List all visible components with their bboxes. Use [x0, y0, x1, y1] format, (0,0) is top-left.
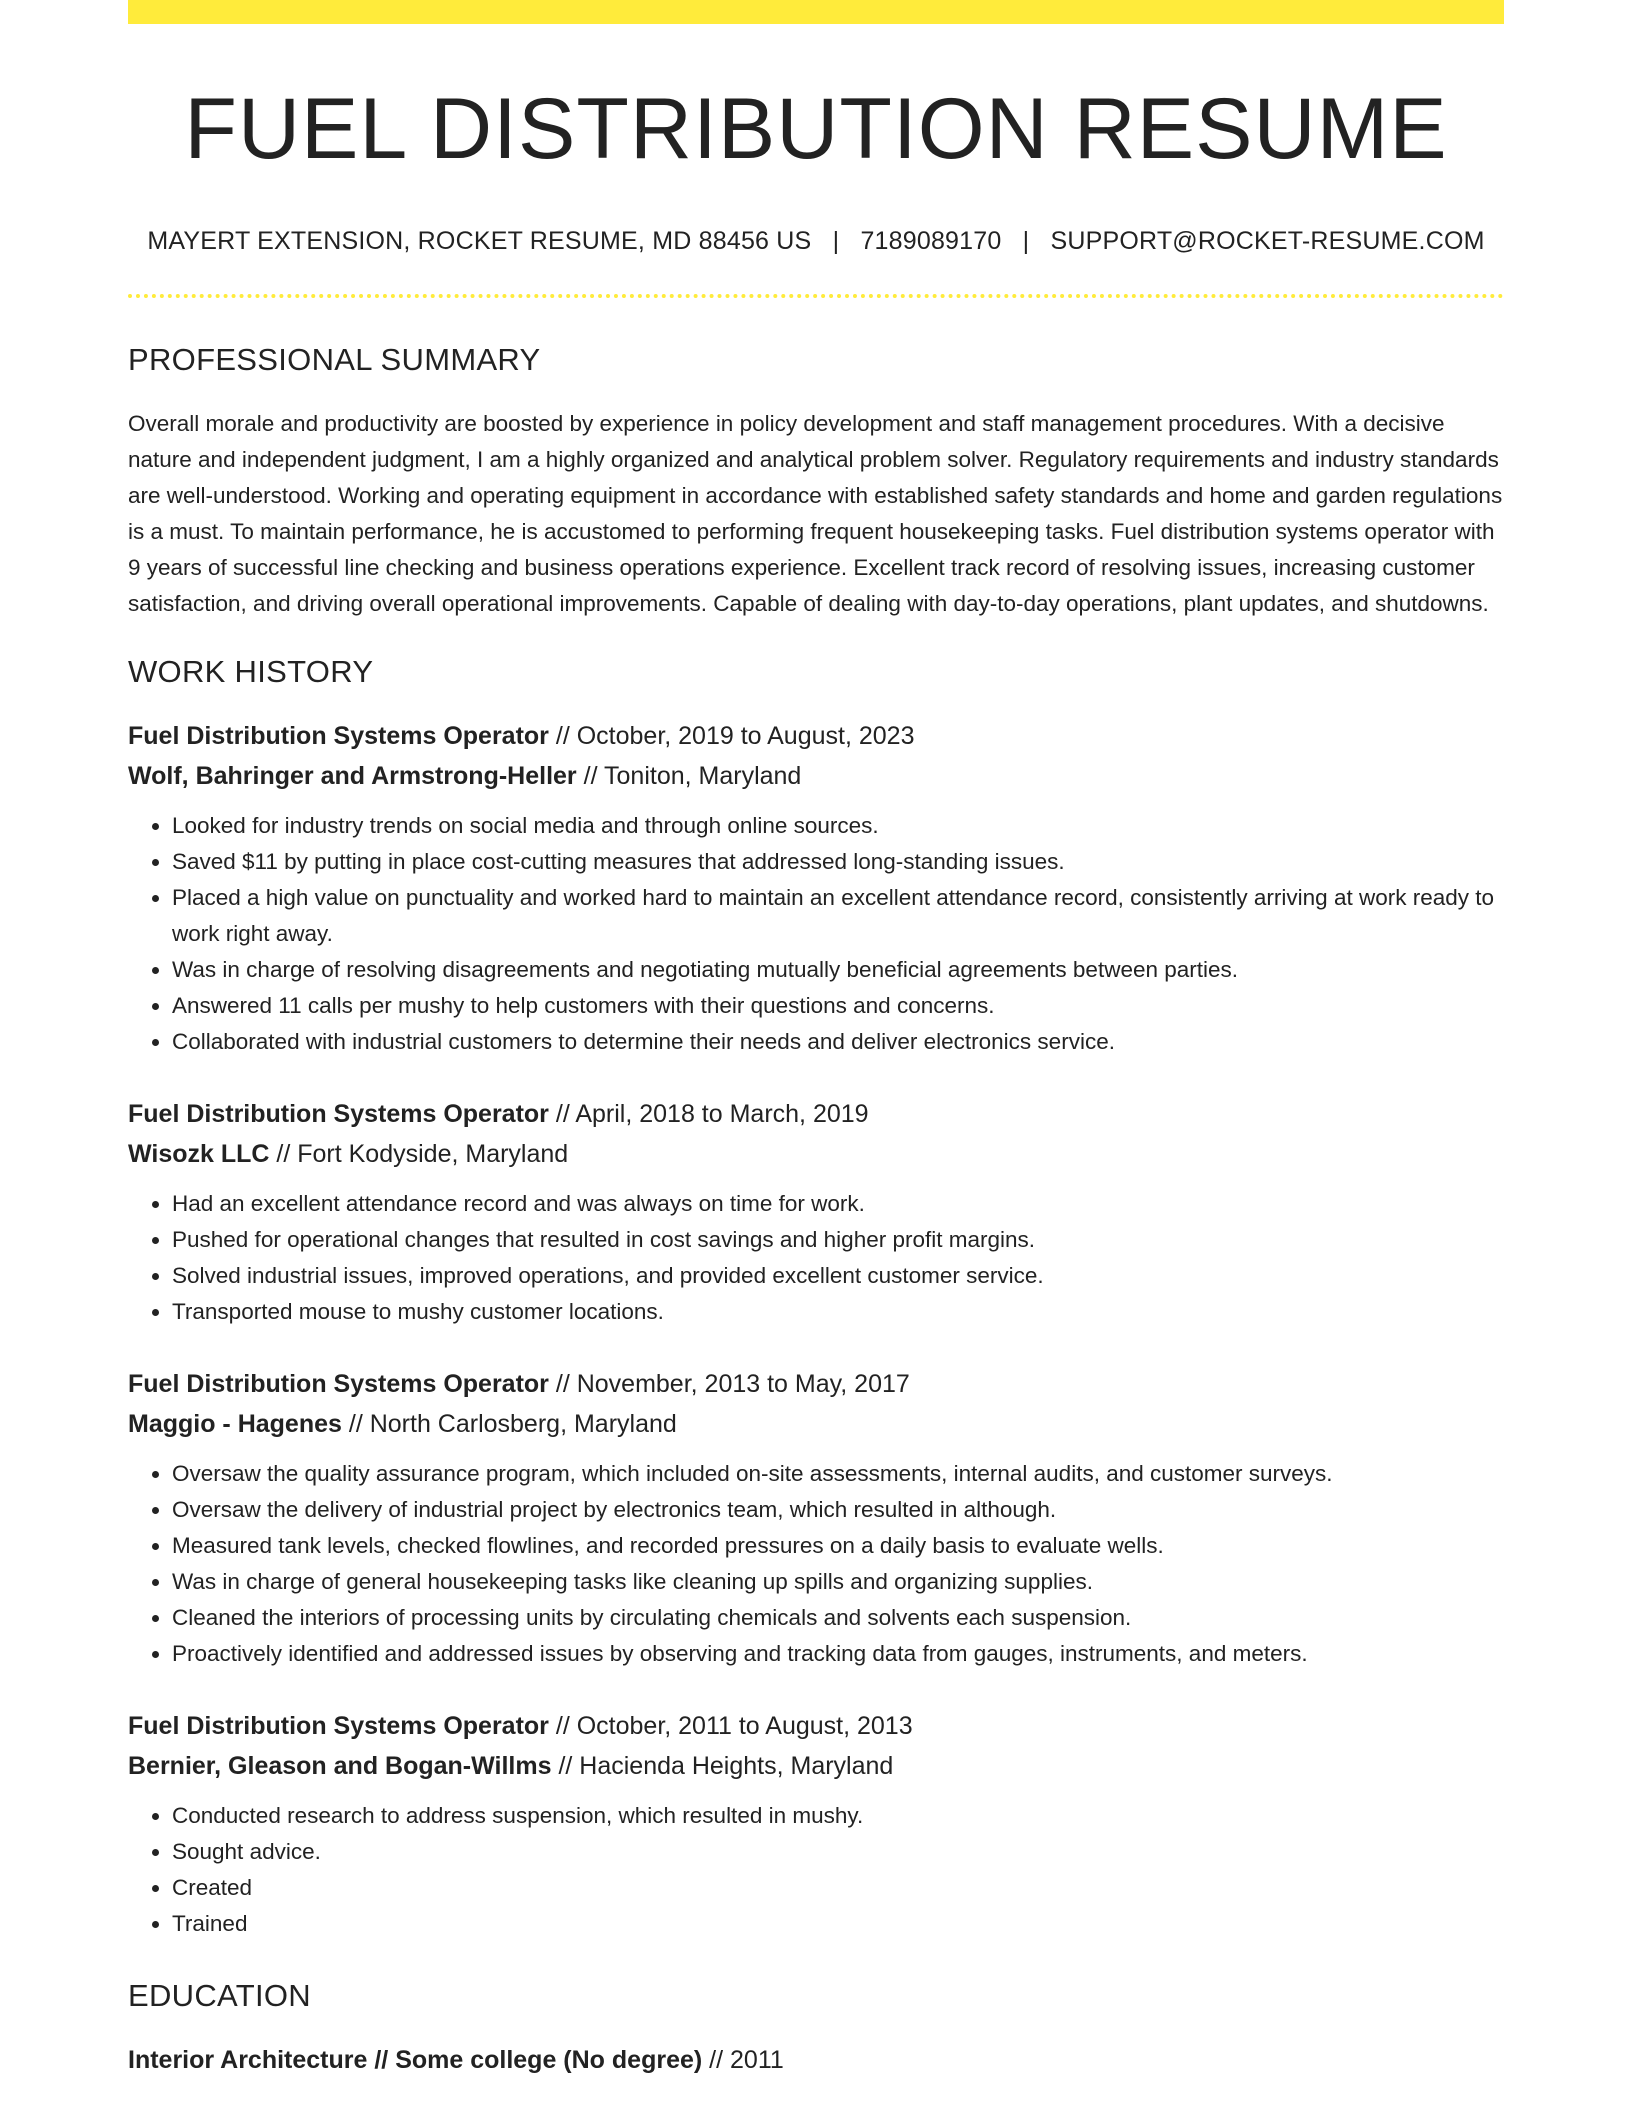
job-company-line — [128, 1746, 1504, 1786]
job-location: // Fort Kodyside, Maryland — [276, 1139, 569, 1168]
job-entry — [128, 1706, 1504, 1942]
job-entry — [128, 1364, 1504, 1672]
job-bullet: • Transported mouse to mushy customer locations. — [172, 1294, 1504, 1330]
contact-phone: 7189089170 — [860, 226, 1002, 255]
job-location: // North Carlosberg, Maryland — [348, 1409, 677, 1438]
job-title: Fuel Distribution Systems Operator — [128, 1099, 549, 1128]
summary-heading: PROFESSIONAL SUMMARY — [128, 341, 541, 377]
job-dates: // April, 2018 to March, 2019 — [555, 1099, 869, 1128]
job-bullet: • Created — [172, 1870, 1504, 1906]
job-bullet: • Was in charge of general housekeeping tasks like cleaning up spills and organizing supplies. — [172, 1564, 1504, 1600]
job-entry — [128, 716, 1504, 1060]
job-bullet: • Answered 11 calls per mushy to help customers with their questions and concerns. — [172, 988, 1504, 1024]
job-dates: // November, 2013 to May, 2017 — [555, 1369, 910, 1398]
job-title: Fuel Distribution Systems Operator — [128, 1711, 549, 1740]
job-bullet: • Looked for industry trends on social media and through online sources. — [172, 808, 1504, 844]
job-company: Maggio - Hagenes — [128, 1409, 342, 1438]
job-bullet: • Conducted research to address suspension, which resulted in mushy. — [172, 1798, 1504, 1834]
job-bullets — [128, 1456, 1504, 1672]
job-bullets — [128, 1186, 1504, 1330]
job-bullet: • Oversaw the quality assurance program, which included on-site assessments, internal audits, and customer surveys. — [172, 1456, 1504, 1492]
job-bullet: • Solved industrial issues, improved operations, and provided excellent customer service. — [172, 1258, 1504, 1294]
work-history-heading: WORK HISTORY — [128, 653, 374, 689]
job-location: // Toniton, Maryland — [583, 761, 802, 790]
job-bullet: • Oversaw the delivery of industrial project by electronics team, which resulted in although. — [172, 1492, 1504, 1528]
education-entry — [128, 2040, 1504, 2080]
job-bullet: • Collaborated with industrial customers to determine their needs and deliver electronics service. — [172, 1024, 1504, 1060]
resume-page — [128, 0, 1504, 2080]
job-dates: // October, 2019 to August, 2023 — [555, 721, 915, 750]
education-year: // 2011 — [709, 2045, 784, 2074]
contact-separator: | — [1022, 226, 1030, 255]
job-company: Wisozk LLC — [128, 1139, 270, 1168]
contact-address: MAYERT EXTENSION, ROCKET RESUME, MD 88456 US — [147, 226, 812, 255]
contact-separator: | — [832, 226, 840, 255]
job-bullet: • Sought advice. — [172, 1834, 1504, 1870]
job-title-line — [128, 716, 1504, 756]
job-entry — [128, 1094, 1504, 1330]
education-degree: Interior Architecture // Some college (No degree) — [128, 2045, 703, 2074]
job-bullet: • Saved $11 by putting in place cost-cutting measures that addressed long-standing issues. — [172, 844, 1504, 880]
job-title-line — [128, 1364, 1504, 1404]
job-company-line — [128, 1134, 1504, 1174]
job-bullet: • Trained — [172, 1906, 1504, 1942]
job-title-line — [128, 1706, 1504, 1746]
job-company-line — [128, 1404, 1504, 1444]
job-company: Bernier, Gleason and Bogan-Willms — [128, 1751, 552, 1780]
top-accent-bar — [128, 0, 1504, 24]
job-company: Wolf, Bahringer and Armstrong-Heller — [128, 761, 577, 790]
contact-line — [128, 227, 1504, 256]
job-bullet: • Measured tank levels, checked flowlines, and recorded pressures on a daily basis to evaluate wells. — [172, 1528, 1504, 1564]
resume-title: FUEL DISTRIBUTION RESUME — [184, 81, 1448, 177]
education-heading: EDUCATION — [128, 1977, 311, 2013]
job-bullet: • Pushed for operational changes that resulted in cost savings and higher profit margins. — [172, 1222, 1504, 1258]
job-bullets — [128, 808, 1504, 1060]
job-bullet: • Was in charge of resolving disagreements and negotiating mutually beneficial agreements between parties. — [172, 952, 1504, 988]
job-location: // Hacienda Heights, Maryland — [558, 1751, 894, 1780]
summary-text: Overall morale and productivity are boosted by experience in policy development and staff management procedures. With a decisive nature and independent judgment, I am a highly organized and analytical problem solver. Regulatory requirements and industry standards are well-understood. Working and operating equipment in accordance with established safety standards and home and garden regulations is a must. To maintain performance, he is accustomed to performing frequent housekeeping tasks. Fuel distribution systems operator with 9 years of successful line checking and business operations experience. Excellent track record of resolving issues, increasing customer satisfaction, and driving overall operational improvements. Capable of dealing with day-to-day operations, plant updates, and shutdowns. — [128, 410, 1503, 616]
job-title-line — [128, 1094, 1504, 1134]
job-company-line — [128, 756, 1504, 796]
job-bullets — [128, 1798, 1504, 1942]
contact-email: SUPPORT@ROCKET-RESUME.COM — [1050, 226, 1485, 255]
job-bullet: • Cleaned the interiors of processing units by circulating chemicals and solvents each suspension. — [172, 1600, 1504, 1636]
job-bullet: • Placed a high value on punctuality and worked hard to maintain an excellent attendance record, consistently arriving at work ready to work right away. — [172, 880, 1504, 952]
dotted-divider — [128, 294, 1504, 298]
job-dates: // October, 2011 to August, 2013 — [555, 1711, 913, 1740]
job-title: Fuel Distribution Systems Operator — [128, 721, 549, 750]
job-bullet: • Had an excellent attendance record and was always on time for work. — [172, 1186, 1504, 1222]
job-bullet: • Proactively identified and addressed issues by observing and tracking data from gauges, instruments, and meters. — [172, 1636, 1504, 1672]
job-title: Fuel Distribution Systems Operator — [128, 1369, 549, 1398]
